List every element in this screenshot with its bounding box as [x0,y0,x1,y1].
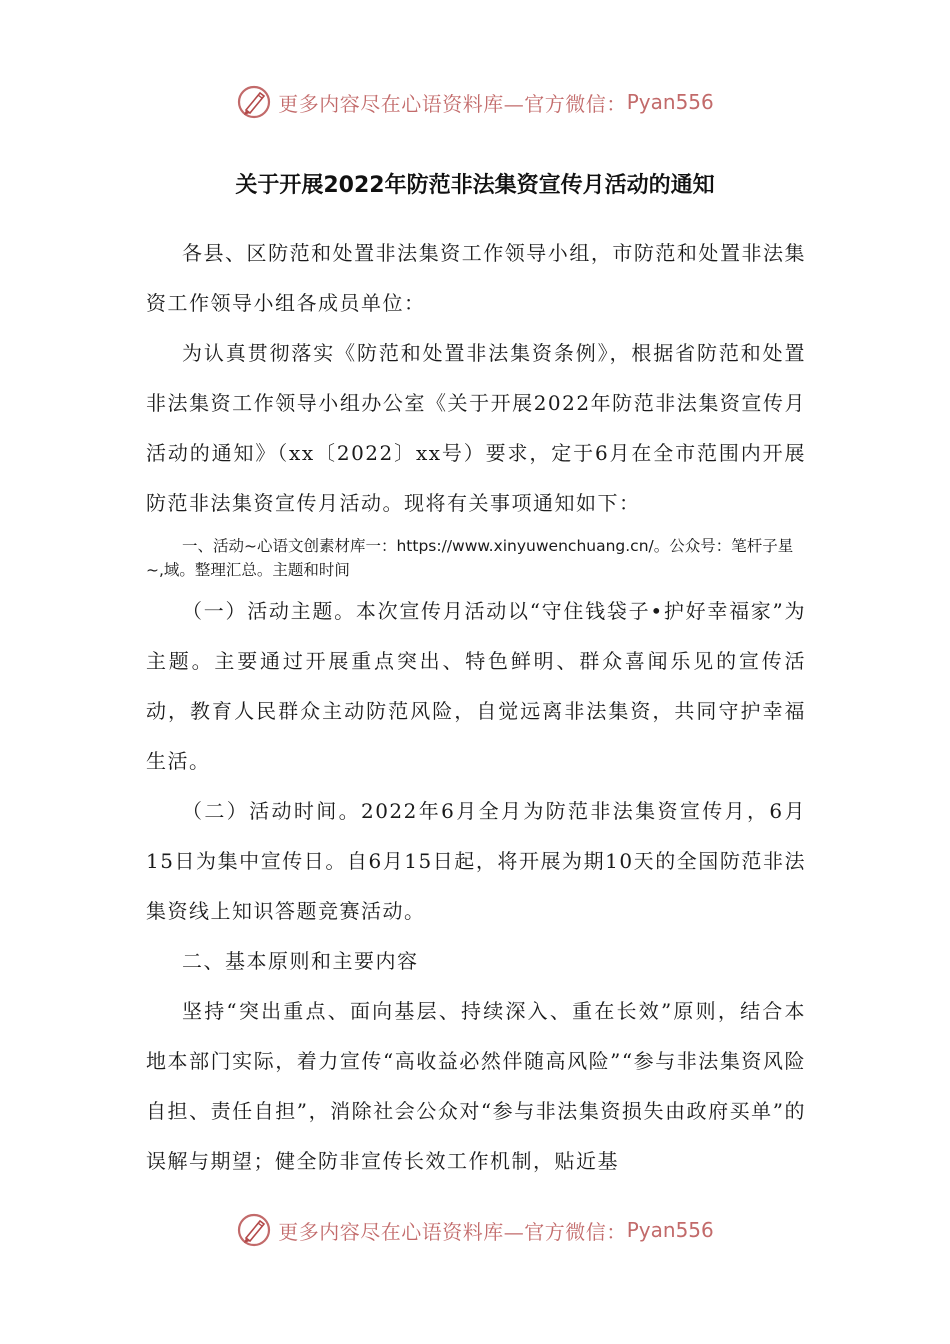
item2-paragraph: （二）活动时间。2022年6月全月为防范非法集资宣传月，6月15日为集中宣传日。自6月15日起，将开展为期10天的全国防范非法集资线上知识答题竞赛活动。 [146,799,806,923]
header-banner [0,80,950,124]
addressee-paragraph: 各县、区防范和处置非法集资工作领导小组，市防范和处置非法集资工作领导小组各成员单位： [146,241,806,315]
footer-banner [0,1208,950,1252]
section1-heading-text: 一、活动~心语文创素材库一：https://www.xinyuwenchuang.cn/。公众号：笔杆子星~,域。整理汇总。主题和时间 [146,537,794,579]
section2-heading: 二、基本原则和主要内容 [182,949,419,973]
banner-wechat-id: Pyan556 [626,1218,714,1242]
banner-text: 更多内容尽在心语资料库—官方微信： [278,1219,627,1244]
pen-logo-icon [236,1212,272,1248]
banner-wechat-id: Pyan556 [626,90,714,114]
intro-paragraph: 为认真贯彻落实《防范和处置非法集资条例》，根据省防范和处置非法集资工作领导小组办公室《关于开展2022年防范非法集资宣传月活动的通知》（xx〔2022〕xx号）要求，定于6月在全市范围内开展防范非法集资宣传月活动。现将有关事项通知如下： [146,341,806,515]
document-title: 关于开展2022年防范非法集资宣传月活动的通知 [235,173,715,198]
item1-paragraph: （一）活动主题。本次宣传月活动以“守住钱袋子•护好幸福家”为主题。主要通过开展重点突出、特色鲜明、群众喜闻乐见的宣传活动，教育人民群众主动防范风险，自觉远离非法集资，共同守护幸福生活。 [146,599,806,773]
pen-logo-icon [236,84,272,120]
section2-body-paragraph: 坚持“突出重点、面向基层、持续深入、重在长效”原则，结合本地本部门实际，着力宣传“高收益必然伴随高风险”“参与非法集资风险自担、责任自担”，消除社会公众对“参与非法集资损失由政府买单”的误解与期望；健全防非宣传长效工作机制，贴近基 [146,999,806,1173]
section1-heading [146,534,806,582]
document-body [146,228,806,1186]
banner-text: 更多内容尽在心语资料库—官方微信： [278,91,627,116]
